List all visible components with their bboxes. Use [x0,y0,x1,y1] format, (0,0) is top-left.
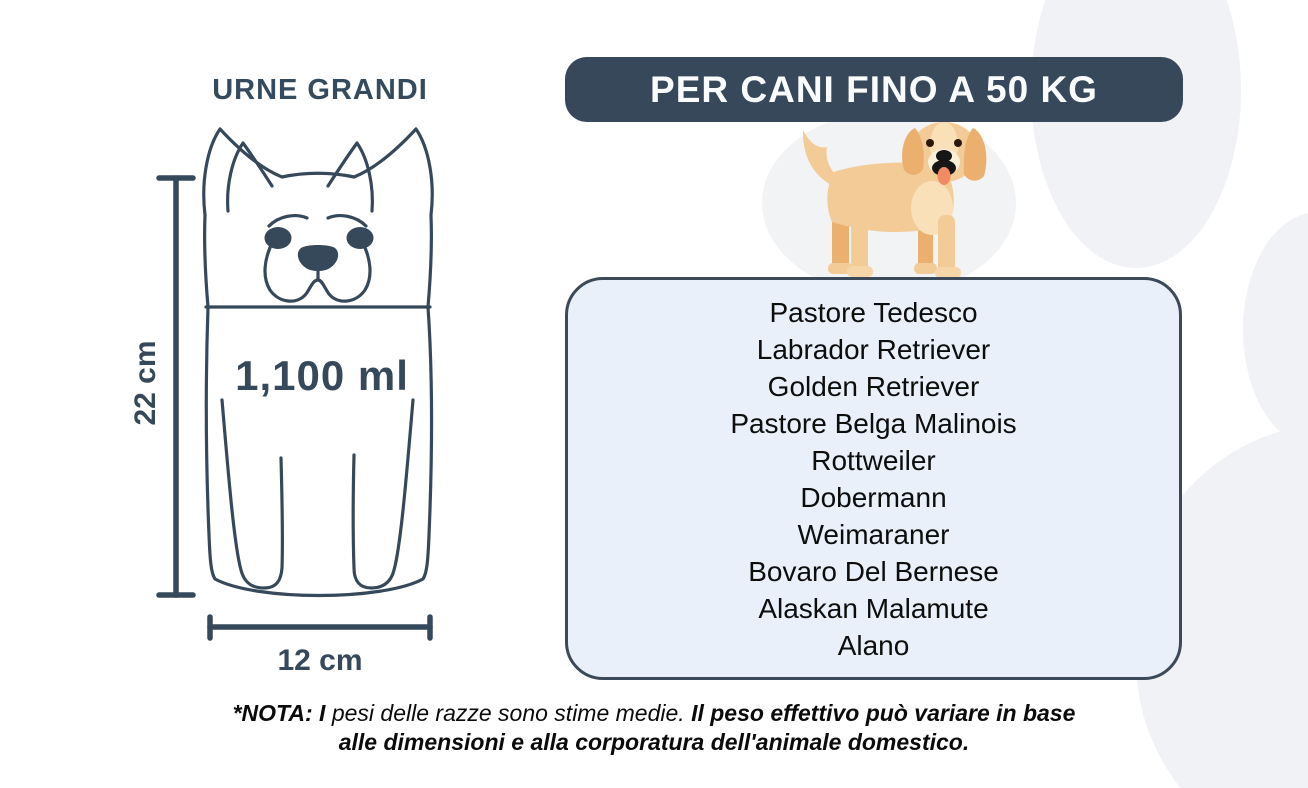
urn-capacity-label: 1,100 ml [235,352,409,399]
weight-category-header [565,57,1183,122]
background-paw-toe-icon [1243,212,1308,448]
footnote-line: *NOTA: I pesi delle razze sono stime medie. Il peso effettivo può variare in base [232,700,1076,726]
weight-category-label: PER CANI FINO A 50 KG [650,68,1098,110]
background-paw-toe-icon [1031,0,1241,268]
breed-list-box [565,277,1182,680]
footnote [0,699,1308,757]
urn-width-label: 12 cm [277,644,363,677]
breed-item: Golden Retriever [767,370,980,402]
urn-height-label: 22 cm [129,340,162,426]
footnote-line: alle dimensioni e alla corporatura dell'animale domestico. [338,729,970,755]
breed-item: Alaskan Malamute [758,592,989,624]
urn-face-features [265,227,374,271]
dimension-lines [159,178,430,638]
left-panel-title: URNE GRANDI [212,74,428,106]
breed-item: Alano [837,629,910,661]
golden-retriever-icon [772,118,1004,285]
breed-item: Pastore Tedesco [769,296,978,328]
breed-item: Weimaraner [797,518,950,550]
breed-item: Pastore Belga Malinois [730,407,1017,439]
breed-item: Dobermann [800,481,947,513]
breed-list [568,294,1179,664]
breed-item: Bovaro Del Bernese [748,555,999,587]
breed-item: Labrador Retriever [756,333,991,365]
breed-item: Rottweiler [811,444,936,476]
